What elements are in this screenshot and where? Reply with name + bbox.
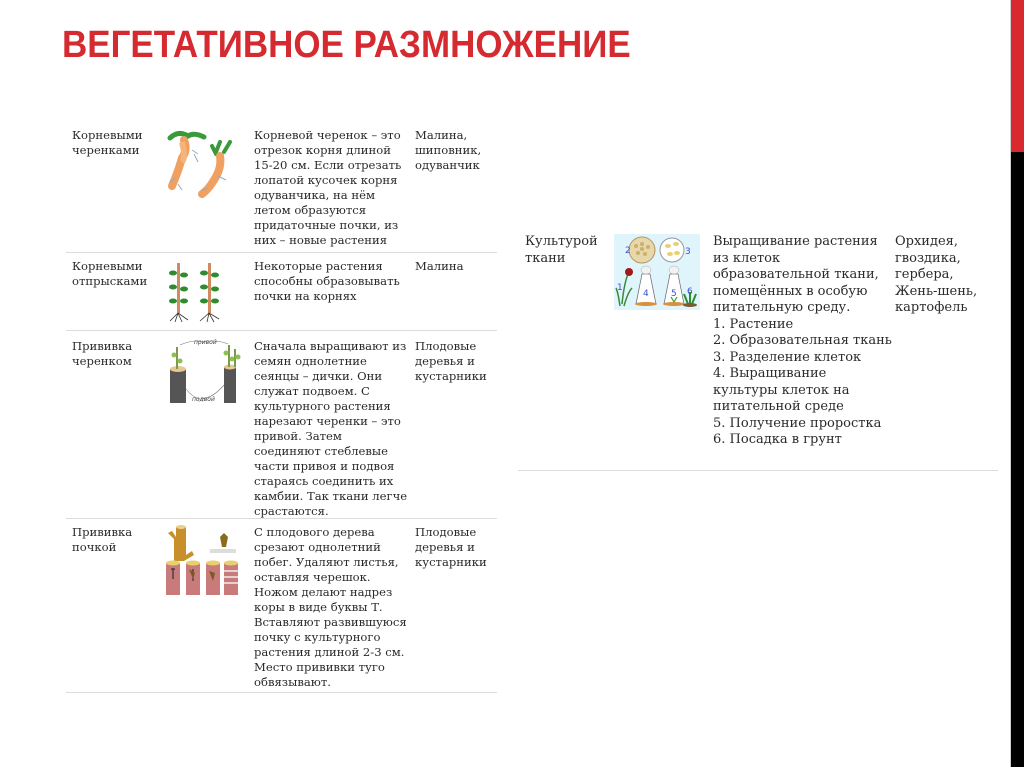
- slide-title: ВЕГЕТАТИВНОЕ РАЗМНОЖЕНИЕ: [62, 24, 631, 66]
- svg-text:подвой: подвой: [192, 396, 215, 403]
- bud-grafting-icon: [164, 525, 254, 597]
- root-cuttings-icon: [164, 128, 254, 200]
- step-item: 2. Образовательная ткань: [713, 333, 892, 348]
- svg-text:4: 4: [643, 289, 649, 299]
- svg-text:3: 3: [685, 247, 691, 257]
- method-cell: Корневыми отпрысками: [72, 259, 148, 288]
- root-suckers-icon: [164, 259, 254, 325]
- svg-text:привой: привой: [194, 339, 217, 346]
- method-cell: Прививка почкой: [72, 525, 133, 554]
- step-item: 5. Получение проростка: [713, 415, 882, 431]
- svg-text:2: 2: [625, 246, 631, 256]
- side-bar-black-segment: [1011, 152, 1024, 767]
- description-cell: Корневой черенок – это отрезок корня длиной 15-20 см. Если отрезать лопатой кусочек корня одуванчика, на нём летом образуются придаточные почки, из них – новые растения: [254, 128, 402, 247]
- tissue-culture-icon: [614, 234, 700, 314]
- step-item: 1. Растение: [713, 316, 794, 332]
- slide-side-bar: [1010, 0, 1024, 767]
- description-text: Выращивание растения из клеток образовательной ткани, помещённых в особую питательную среду.: [713, 234, 879, 315]
- description-cell: Некоторые растения способны образовывать почки на корнях: [254, 259, 400, 303]
- step-item: 3. Разделение клеток: [713, 349, 862, 365]
- examples-cell: Орхидея, гвоздика, гербера, Жень-шень, картофель: [895, 234, 978, 315]
- method-cell: Прививка черенком: [72, 339, 133, 368]
- table-row: [518, 234, 998, 471]
- svg-text:1: 1: [617, 283, 623, 293]
- svg-text:6: 6: [687, 287, 693, 297]
- examples-cell: Плодовые деревья и кустарники: [415, 525, 487, 569]
- examples-cell: Малина: [415, 259, 464, 273]
- table-row: [66, 525, 497, 693]
- step-item: 6. Посадка в грунт: [713, 432, 842, 447]
- graft-cutting-icon: [164, 339, 254, 407]
- method-cell: Культурой ткани: [525, 234, 598, 266]
- examples-cell: Малина, шиповник, одуванчик: [415, 128, 482, 172]
- description-cell: С плодового дерева срезают однолетний побег. Удаляют листья, оставляя черешок. Ножом делают надрез коры в виде буквы Т. Вставляют развившуюся почку с культурного растения длиной 2-3 см. Место прививки туго обвязывают.: [254, 525, 407, 689]
- step-item: 4. Выращивание культуры клеток на питательной среде: [713, 366, 850, 414]
- side-bar-red-segment: [1011, 0, 1024, 152]
- table-row: [66, 128, 497, 253]
- description-cell: Сначала выращивают из семян однолетние сеянцы – дички. Они служат подвоем. С культурного растения нарезают черенки – это привой. Затем соединяют стеблевые части привоя и подвоя стараясь соединить их камбии. Так ткани легче срастаются.: [254, 339, 408, 518]
- method-cell: Корневыми черенками: [72, 128, 143, 157]
- table-row: [66, 259, 497, 331]
- table-row: [66, 339, 497, 519]
- description-cell: [713, 234, 893, 449]
- examples-cell: Плодовые деревья и кустарники: [415, 339, 487, 383]
- svg-text:5: 5: [671, 289, 677, 299]
